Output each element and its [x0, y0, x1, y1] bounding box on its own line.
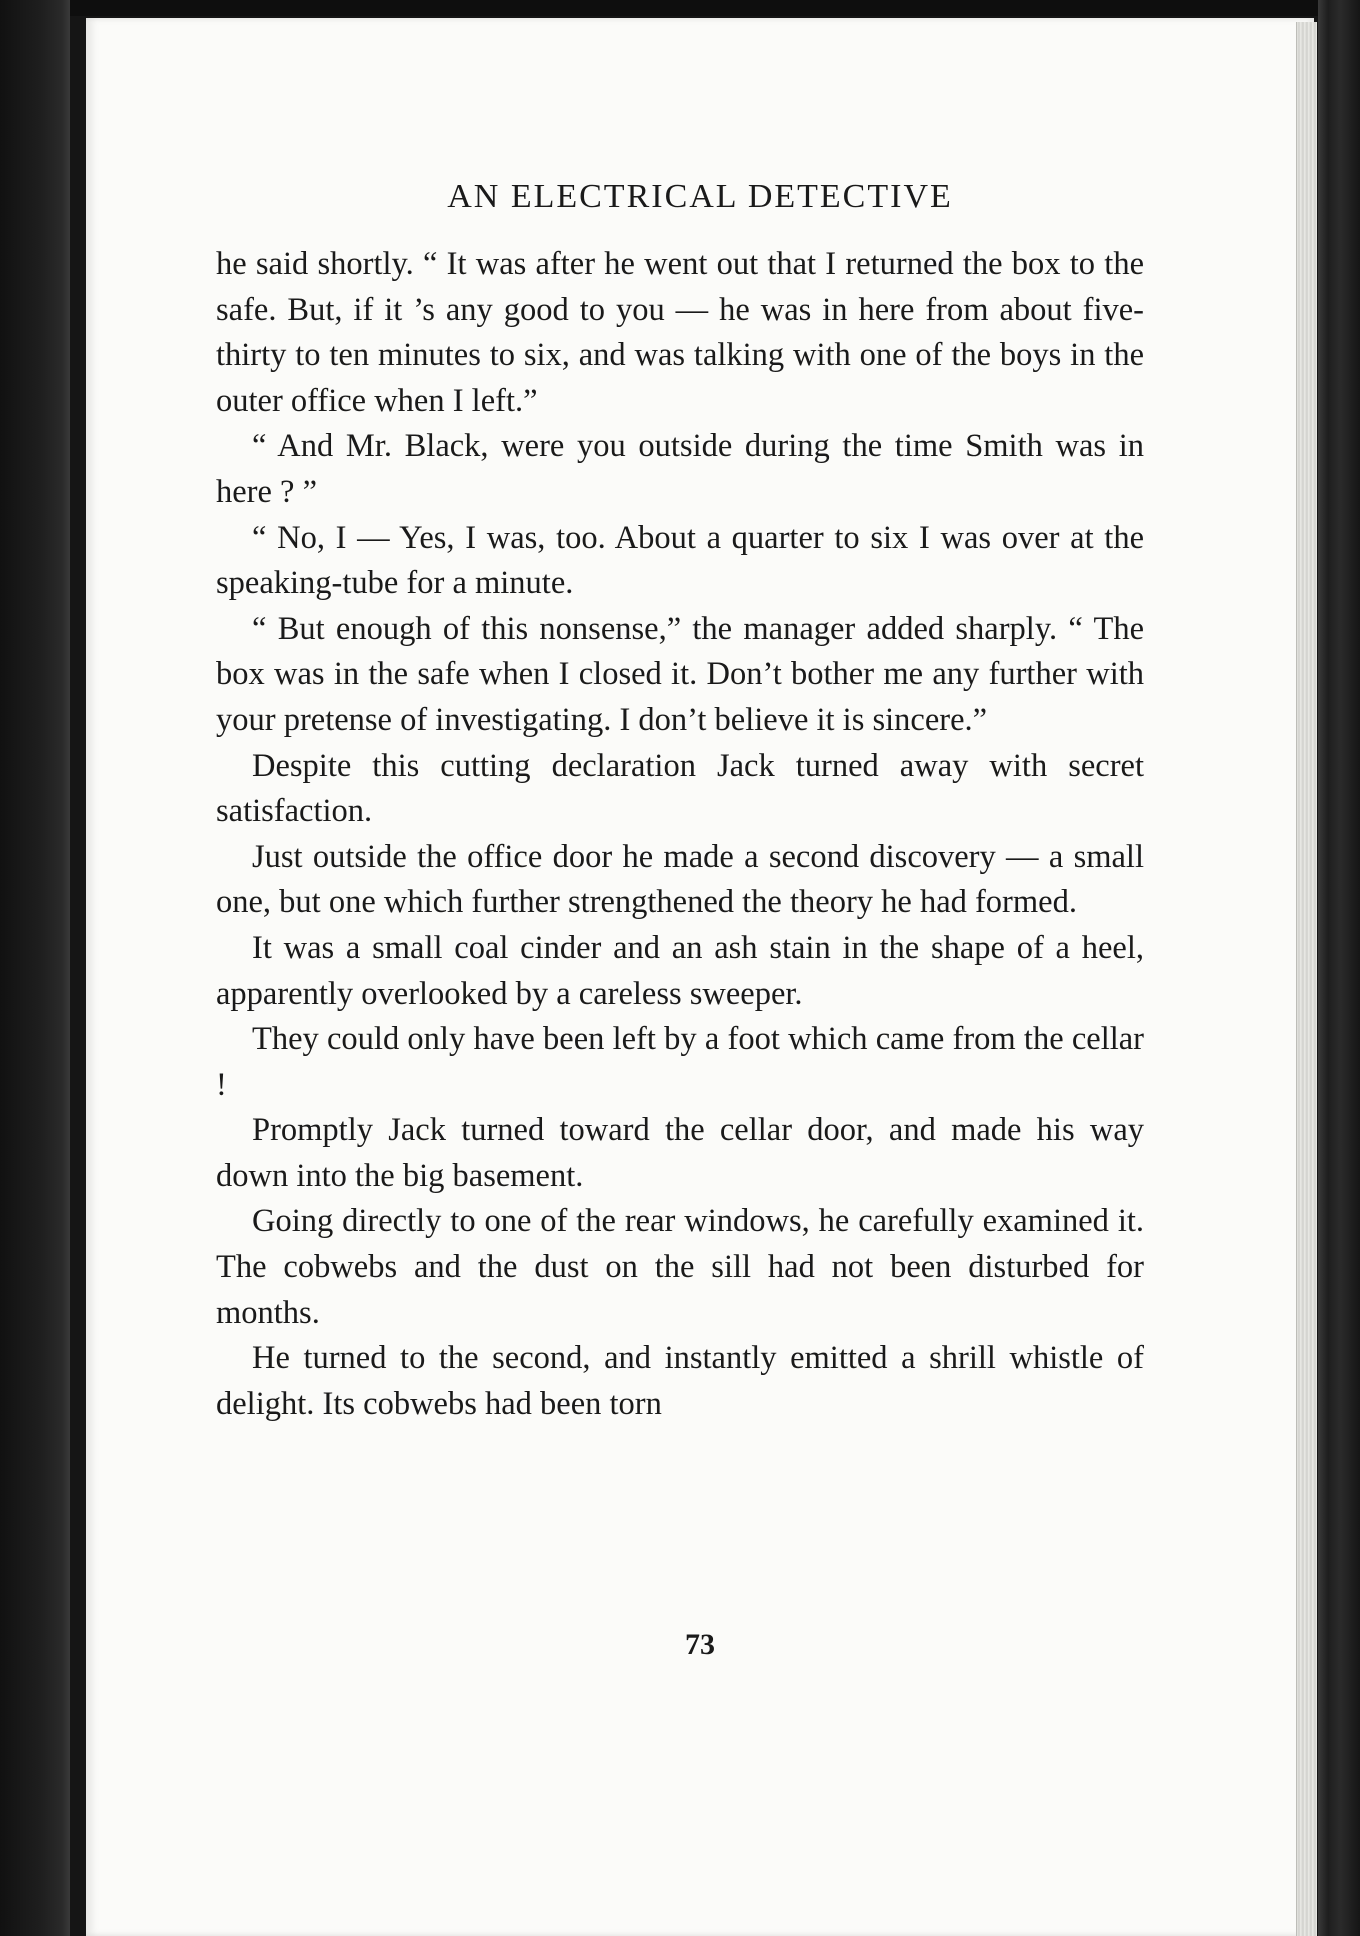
paragraph: Going directly to one of the rear windows, he carefully examined it. The cobwebs and the dust on the sill had not been disturbed for months.	[216, 1203, 1144, 1331]
paragraph: He turned to the second, and instantly emitted a shrill whistle of delight. Its cobwebs had been torn	[216, 1340, 1144, 1422]
book-binding-edge	[0, 0, 70, 1936]
paragraph: They could only have been left by a foot which came from the cellar !	[216, 1021, 1144, 1103]
page-number: 73	[685, 1628, 715, 1661]
paragraph: Promptly Jack turned toward the cellar door, and made his way down into the big basement.	[216, 1112, 1144, 1194]
running-header: AN ELECTRICAL DETECTIVE	[447, 178, 953, 215]
book-cover-edge	[1318, 0, 1360, 1936]
body-text	[216, 242, 1144, 1427]
paragraph: Just outside the office door he made a second discovery — a small one, but one which further strengthened the theory he had formed.	[216, 838, 1144, 921]
page-sheet	[86, 18, 1314, 1936]
paragraph: “ But enough of this nonsense,” the manager added sharply. “ The box was in the safe when I closed it. Don’t bother me any further with your pretense of investigating. I don’t believe it is sincere.”	[216, 610, 1144, 738]
page-stack-edge	[1296, 22, 1317, 1936]
paragraph: Despite this cutting declaration Jack turned away with secret satisfaction.	[216, 747, 1144, 830]
scan-top-border	[0, 0, 1360, 16]
paragraph: “ And Mr. Black, were you outside during the time Smith was in here ? ”	[216, 428, 1144, 510]
paragraph: “ No, I — Yes, I was, too. About a quarter to six I was over at the speaking-tube for a minute.	[216, 519, 1144, 602]
paragraph: he said shortly. “ It was after he went out that I returned the box to the safe. But, if it ’s any good to you — he was in here from about five-thirty to ten minutes to six, and was talking with one of the boys in the outer office when I left.”	[216, 246, 1144, 419]
paragraph: It was a small coal cinder and an ash stain in the shape of a heel, apparently overlooked by a careless sweeper.	[216, 929, 1144, 1012]
